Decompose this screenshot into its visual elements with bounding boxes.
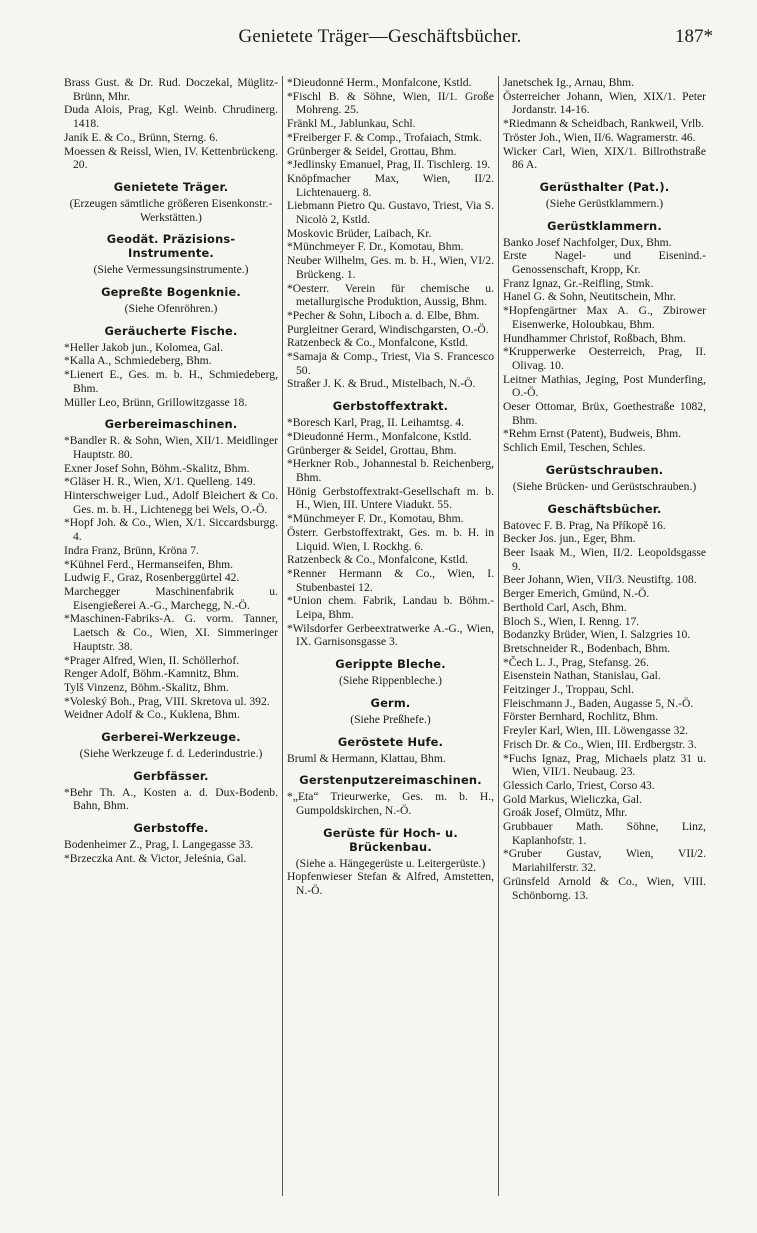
- column-left: [60, 76, 282, 1196]
- directory-entry: Hopfenwieser Stefan & Alfred, Amstetten, N.-Ö.: [287, 870, 494, 898]
- directory-entry: Ratzenbeck & Co., Monfalcone, Kstld.: [287, 336, 468, 350]
- directory-entry: Exner Josef Sohn, Böhm.-Skalitz, Bhm.: [64, 461, 250, 475]
- directory-entry: Österr. Gerbstoffextrakt, Ges. m. b. H. in Liquid. Wien, I. Rockhg. 6.: [287, 525, 494, 553]
- directory-entry: Bloch S., Wien, I. Renng. 17.: [503, 614, 640, 628]
- directory-entry: *Behr Th. A., Kosten a. d. Dux-Bodenb. Bahn, Bhm.: [64, 785, 278, 813]
- directory-entry: Bodanzky Brüder, Wien, I. Salzgries 10.: [503, 628, 691, 642]
- directory-entry: Gold Markus, Wieliczka, Gal.: [503, 792, 643, 806]
- directory-entry: Leitner Mathias, Jeging, Post Munderfing, O.-Ö.: [503, 372, 706, 400]
- page-number: 187*: [675, 26, 713, 47]
- directory-entry: Hundhammer Christof, Roßbach, Bhm.: [503, 331, 686, 345]
- category-heading: Geröstete Hufe.: [337, 734, 444, 749]
- directory-entry: Erste Nagel- und Eisenind.-Genossenschaft, Kropp, Kr.: [503, 249, 706, 277]
- directory-entry: *Lienert E., Ges. m. b. H., Schmiedeberg, Bhm.: [64, 368, 278, 395]
- directory-entry: Neuber Wilhelm, Ges. m. b. H., Wien, VI/2. Brückeng. 1.: [287, 254, 494, 281]
- directory-entry: Freyler Karl, Wien, III. Löwengasse 32.: [503, 724, 689, 738]
- category-heading: Geräucherte Fische.: [104, 323, 238, 338]
- directory-entry: *Freiberger F. & Comp., Trofaiach, Stmk.: [287, 130, 482, 144]
- directory-entry: Franz Ignaz, Gr.-Reifling, Stmk.: [503, 276, 654, 290]
- directory-entry: *Heller Jakob jun., Kolomea, Gal.: [64, 340, 224, 354]
- running-title: Genietete Träger—Geschäftsbücher.: [238, 26, 522, 47]
- directory-entry: *Hopf Joh. & Co., Wien, X/1. Siccardsburgg. 4.: [64, 516, 278, 544]
- category-heading: Gerstenputzereimaschinen.: [299, 773, 482, 788]
- directory-entry: Wicker Carl, Wien, XIX/1. Billrothstraße 86 A.: [503, 144, 706, 172]
- directory-entry: Renger Adolf, Böhm.-Kamnitz, Bhm.: [64, 667, 239, 681]
- directory-entry: Groák Josef, Olmütz, Mhr.: [503, 806, 628, 820]
- directory-entry: *„Eta“ Trieurwerke, Ges. m. b. H., Gumpoldskirchen, N.-Ö.: [287, 790, 494, 817]
- directory-entry: Brass Gust. & Dr. Rud. Doczekal, Müglitz-Brünn, Mhr.: [64, 76, 278, 103]
- directory-entry: *Voleský Boh., Prag, VIII. Skretova ul. 392.: [64, 694, 270, 708]
- category-heading: Gerbstoffextrakt.: [332, 399, 449, 414]
- cross-reference-note: (Siehe Rippenbleche.): [338, 674, 443, 688]
- directory-entry: Moessen & Reissl, Wien, IV. Kettenbrückeng. 20.: [64, 144, 278, 172]
- directory-entry: *Samaja & Comp., Triest, Via S. Francesco 50.: [287, 350, 494, 377]
- category-heading: Gerüsthalter (Pat.).: [539, 179, 670, 194]
- directory-entry: Banko Josef Nachfolger, Dux, Bhm.: [503, 235, 672, 249]
- directory-entry: Eisenstein Nathan, Stanislau, Gal.: [503, 669, 661, 683]
- category-heading: Geschäftsbücher.: [547, 501, 662, 516]
- page-header: [0, 26, 757, 58]
- directory-entry: Janik E. & Co., Brünn, Sterng. 6.: [64, 130, 218, 144]
- directory-entry: Schlich Emil, Teschen, Schles.: [503, 441, 646, 455]
- cross-reference-note: (Siehe Gerüstklammern.): [545, 196, 664, 210]
- category-heading: Gerberei-Werkzeuge.: [101, 730, 241, 745]
- directory-entry: *Kalla A., Schmiedeberg, Bhm.: [64, 354, 212, 368]
- directory-entry: Fränkl M., Jablunkau, Schl.: [287, 117, 416, 131]
- directory-entry: Hönig Gerbstoffextrakt-Gesellschaft m. b. H., Wien, III. Untere Viadukt. 55.: [287, 484, 494, 512]
- directory-entry: Grünberger & Seidel, Grottau, Bhm.: [287, 443, 457, 457]
- cross-reference-note: (Siehe Werkzeuge f. d. Lederindustrie.): [79, 747, 263, 761]
- column-right: [498, 76, 710, 1196]
- directory-entry: *Kühnel Ferd., Hermanseifen, Bhm.: [64, 557, 234, 571]
- directory-entry: Indra Franz, Brünn, Kröna 7.: [64, 543, 199, 557]
- category-heading: Gerüste für Hoch- u. Brückenbau.: [323, 825, 458, 854]
- directory-entry: Bodenheimer Z., Prag, I. Langegasse 33.: [64, 838, 254, 852]
- directory-entry: Ratzenbeck & Co., Monfalcone, Kstld.: [287, 553, 468, 567]
- directory-entry: Beer Isaak M., Wien, II/2. Leopoldsgasse 9.: [503, 545, 706, 573]
- directory-entry: Purgleitner Gerard, Windischgarsten, O.-Ö.: [287, 322, 489, 336]
- directory-entry: Moskovic Brüder, Laibach, Kr.: [287, 226, 432, 240]
- directory-entry: *Pecher & Sohn, Liboch a. d. Elbe, Bhm.: [287, 308, 480, 322]
- column-middle: [282, 76, 498, 1196]
- directory-entry: Berthold Carl, Asch, Bhm.: [503, 600, 627, 614]
- directory-entry: *Dieudonné Herm., Monfalcone, Kstld.: [287, 76, 472, 89]
- directory-entry: *Fuchs Ignaz, Prag, Michaels platz 31 u. Wien, VII/1. Neubaug. 23.: [503, 751, 706, 779]
- directory-entry: *Brzeczka Ant. & Victor, Jeleśnia, Gal.: [64, 851, 247, 865]
- directory-entry: Janetschek Ig., Arnau, Bhm.: [503, 76, 635, 89]
- directory-entry: Bruml & Hermann, Klattau, Bhm.: [287, 751, 446, 765]
- directory-entry: Grünsfeld Arnold & Co., Wien, VIII. Schönborng. 13.: [503, 874, 706, 902]
- category-heading: Genietete Träger.: [113, 179, 229, 194]
- directory-entry: Straßer J. K. & Brud., Mistelbach, N.-Ö.: [287, 377, 476, 391]
- directory-entry: Tröster Joh., Wien, II/6. Wagramerstr. 46.: [503, 130, 696, 144]
- directory-entry: *Hopfengärtner Max A. G., Zbirower Eisenwerke, Holoubkau, Bhm.: [503, 304, 706, 331]
- cross-reference-note: (Siehe Vermessungsinstrumente.): [93, 263, 249, 277]
- directory-entry: *Boresch Karl, Prag, II. Leihamtsg. 4.: [287, 416, 465, 430]
- directory-entry: Liebmann Pietro Qu. Gustavo, Triest, Via S. Nicolò 2, Kstld.: [287, 199, 494, 227]
- cross-reference-note: (Siehe Brücken- und Gerüstschrauben.): [512, 479, 697, 493]
- directory-entry: Tylš Vinzenz, Böhm.-Skalitz, Bhm.: [64, 680, 229, 694]
- directory-entry: *Krupperwerke Oesterreich, Prag, II. Olivag. 10.: [503, 345, 706, 372]
- directory-entry: *Gruber Gustav, Wien, VII/2. Mariahilferstr. 32.: [503, 847, 706, 875]
- directory-entry: Hinterschweiger Lud., Adolf Bleichert & Co. Ges. m. b. H., Lichtenegg bei Wels, O.-Ö.: [64, 489, 278, 516]
- directory-entry: *Riedmann & Scheidbach, Rankweil, Vrlb.: [503, 117, 704, 131]
- directory-entry: Müller Leo, Brünn, Grillowitzgasse 18.: [64, 395, 248, 409]
- directory-entry: Duda Alois, Prag, Kgl. Weinb. Chrudinerg. 1418.: [64, 103, 278, 131]
- cross-reference-note: (Siehe Ofenröhren.): [124, 302, 218, 316]
- directory-entry: Oeser Ottomar, Brüx, Goethestraße 1082, Bhm.: [503, 400, 706, 427]
- directory-entry: *Jedlinsky Emanuel, Prag, II. Tischlerg. 19.: [287, 158, 491, 172]
- cross-reference-note: (Siehe a. Hängegerüste u. Leitergerüste.): [295, 856, 486, 870]
- cross-reference-note: (Siehe Preßhefe.): [350, 712, 431, 726]
- directory-entry: Grubbauer Math. Söhne, Linz, Kaplanhofstr. 1.: [503, 820, 706, 847]
- directory-entry: *Prager Alfred, Wien, II. Schöllerhof.: [64, 653, 240, 667]
- directory-entry: *Bandler R. & Sohn, Wien, XII/1. Meidlinger Hauptstr. 80.: [64, 434, 278, 461]
- directory-entry: Förster Bernhard, Rochlitz, Bhm.: [503, 710, 659, 724]
- directory-entry: *Čech L. J., Prag, Stefansg. 26.: [503, 655, 649, 669]
- category-heading: Geodät. Präzisions-Instrumente.: [106, 232, 236, 261]
- directory-entry: *Maschinen-Fabriks-A. G. vorm. Tanner, Laetsch & Co., Wien, XI. Simmeringer Hauptstr. 38.: [64, 612, 278, 653]
- directory-entry: Frisch Dr. & Co., Wien, III. Erdbergstr. 3.: [503, 737, 697, 751]
- directory-entry: Grünberger & Seidel, Grottau, Bhm.: [287, 144, 457, 158]
- cross-reference-note: (Erzeugen sämtliche größeren Eisenkonstr.-Werkstätten.): [69, 196, 273, 224]
- directory-entry: Österreicher Johann, Wien, XIX/1. Peter Jordanstr. 14-16.: [503, 89, 706, 117]
- directory-entry: Ludwig F., Graz, Rosenberggürtel 42.: [64, 571, 240, 585]
- directory-entry: *Münchmeyer F. Dr., Komotau, Bhm.: [287, 240, 464, 254]
- category-heading: Gerbstoffe.: [133, 821, 209, 836]
- directory-entry: Knöpfmacher Max, Wien, II/2. Lichtenauerg. 8.: [287, 171, 494, 199]
- directory-entry: *Münchmeyer F. Dr., Komotau, Bhm.: [287, 512, 464, 526]
- directory-entry: Beer Johann, Wien, VII/3. Neustiftg. 108.: [503, 573, 697, 587]
- directory-entry: *Rehm Ernst (Patent), Budweis, Bhm.: [503, 427, 682, 441]
- directory-entry: Hanel G. & Sohn, Neutitschein, Mhr.: [503, 290, 676, 304]
- category-heading: Gerbereimaschinen.: [104, 417, 238, 432]
- category-heading: Gerüstschrauben.: [545, 462, 664, 477]
- directory-columns: [60, 76, 710, 1196]
- directory-entry: *Union chem. Fabrik, Landau b. Böhm.-Leipa, Bhm.: [287, 594, 494, 622]
- directory-entry: Feitzinger J., Troppau, Schl.: [503, 683, 635, 697]
- directory-entry: *Oesterr. Verein für chemische u. metallurgische Produktion, Aussig, Bhm.: [287, 281, 494, 309]
- directory-entry: Bretschneider R., Bodenbach, Bhm.: [503, 641, 671, 655]
- directory-entry: Batovec F. B. Prag, Na Příkopě 16.: [503, 518, 666, 532]
- directory-entry: Fleischmann J., Baden, Augasse 5, N.-Ö.: [503, 696, 694, 710]
- directory-entry: *Renner Hermann & Co., Wien, I. Stubenbastei 12.: [287, 566, 494, 594]
- directory-entry: Becker Jos. jun., Eger, Bhm.: [503, 532, 636, 546]
- directory-entry: *Wilsdorfer Gerbeextratwerke A.-G., Wien, IX. Garnisonsgasse 3.: [287, 621, 494, 649]
- category-heading: Gerippte Bleche.: [335, 657, 446, 672]
- directory-entry: *Herkner Rob., Johannestal b. Reichenberg, Bhm.: [287, 457, 494, 484]
- category-heading: Gerüstklammern.: [547, 218, 662, 233]
- directory-entry: Weidner Adolf & Co., Kuklena, Bhm.: [64, 708, 240, 722]
- directory-entry: *Gläser H. R., Wien, X/1. Quelleng. 149.: [64, 475, 256, 489]
- directory-entry: *Fischl B. & Söhne, Wien, II/1. Große Mohreng. 25.: [287, 89, 494, 117]
- category-heading: Gerbfässer.: [133, 768, 209, 783]
- directory-entry: Berger Emerich, Gmünd, N.-Ö.: [503, 587, 650, 601]
- category-heading: Gepreßte Bogenknie.: [101, 285, 241, 300]
- directory-entry: Glessich Carlo, Triest, Corso 43.: [503, 778, 655, 792]
- directory-entry: *Dieudonné Herm., Monfalcone, Kstld.: [287, 429, 472, 443]
- directory-entry: Marchegger Maschinenfabrik u. Eisengießerei A.-G., Marchegg, N.-Ö.: [64, 584, 278, 612]
- category-heading: Germ.: [370, 695, 411, 710]
